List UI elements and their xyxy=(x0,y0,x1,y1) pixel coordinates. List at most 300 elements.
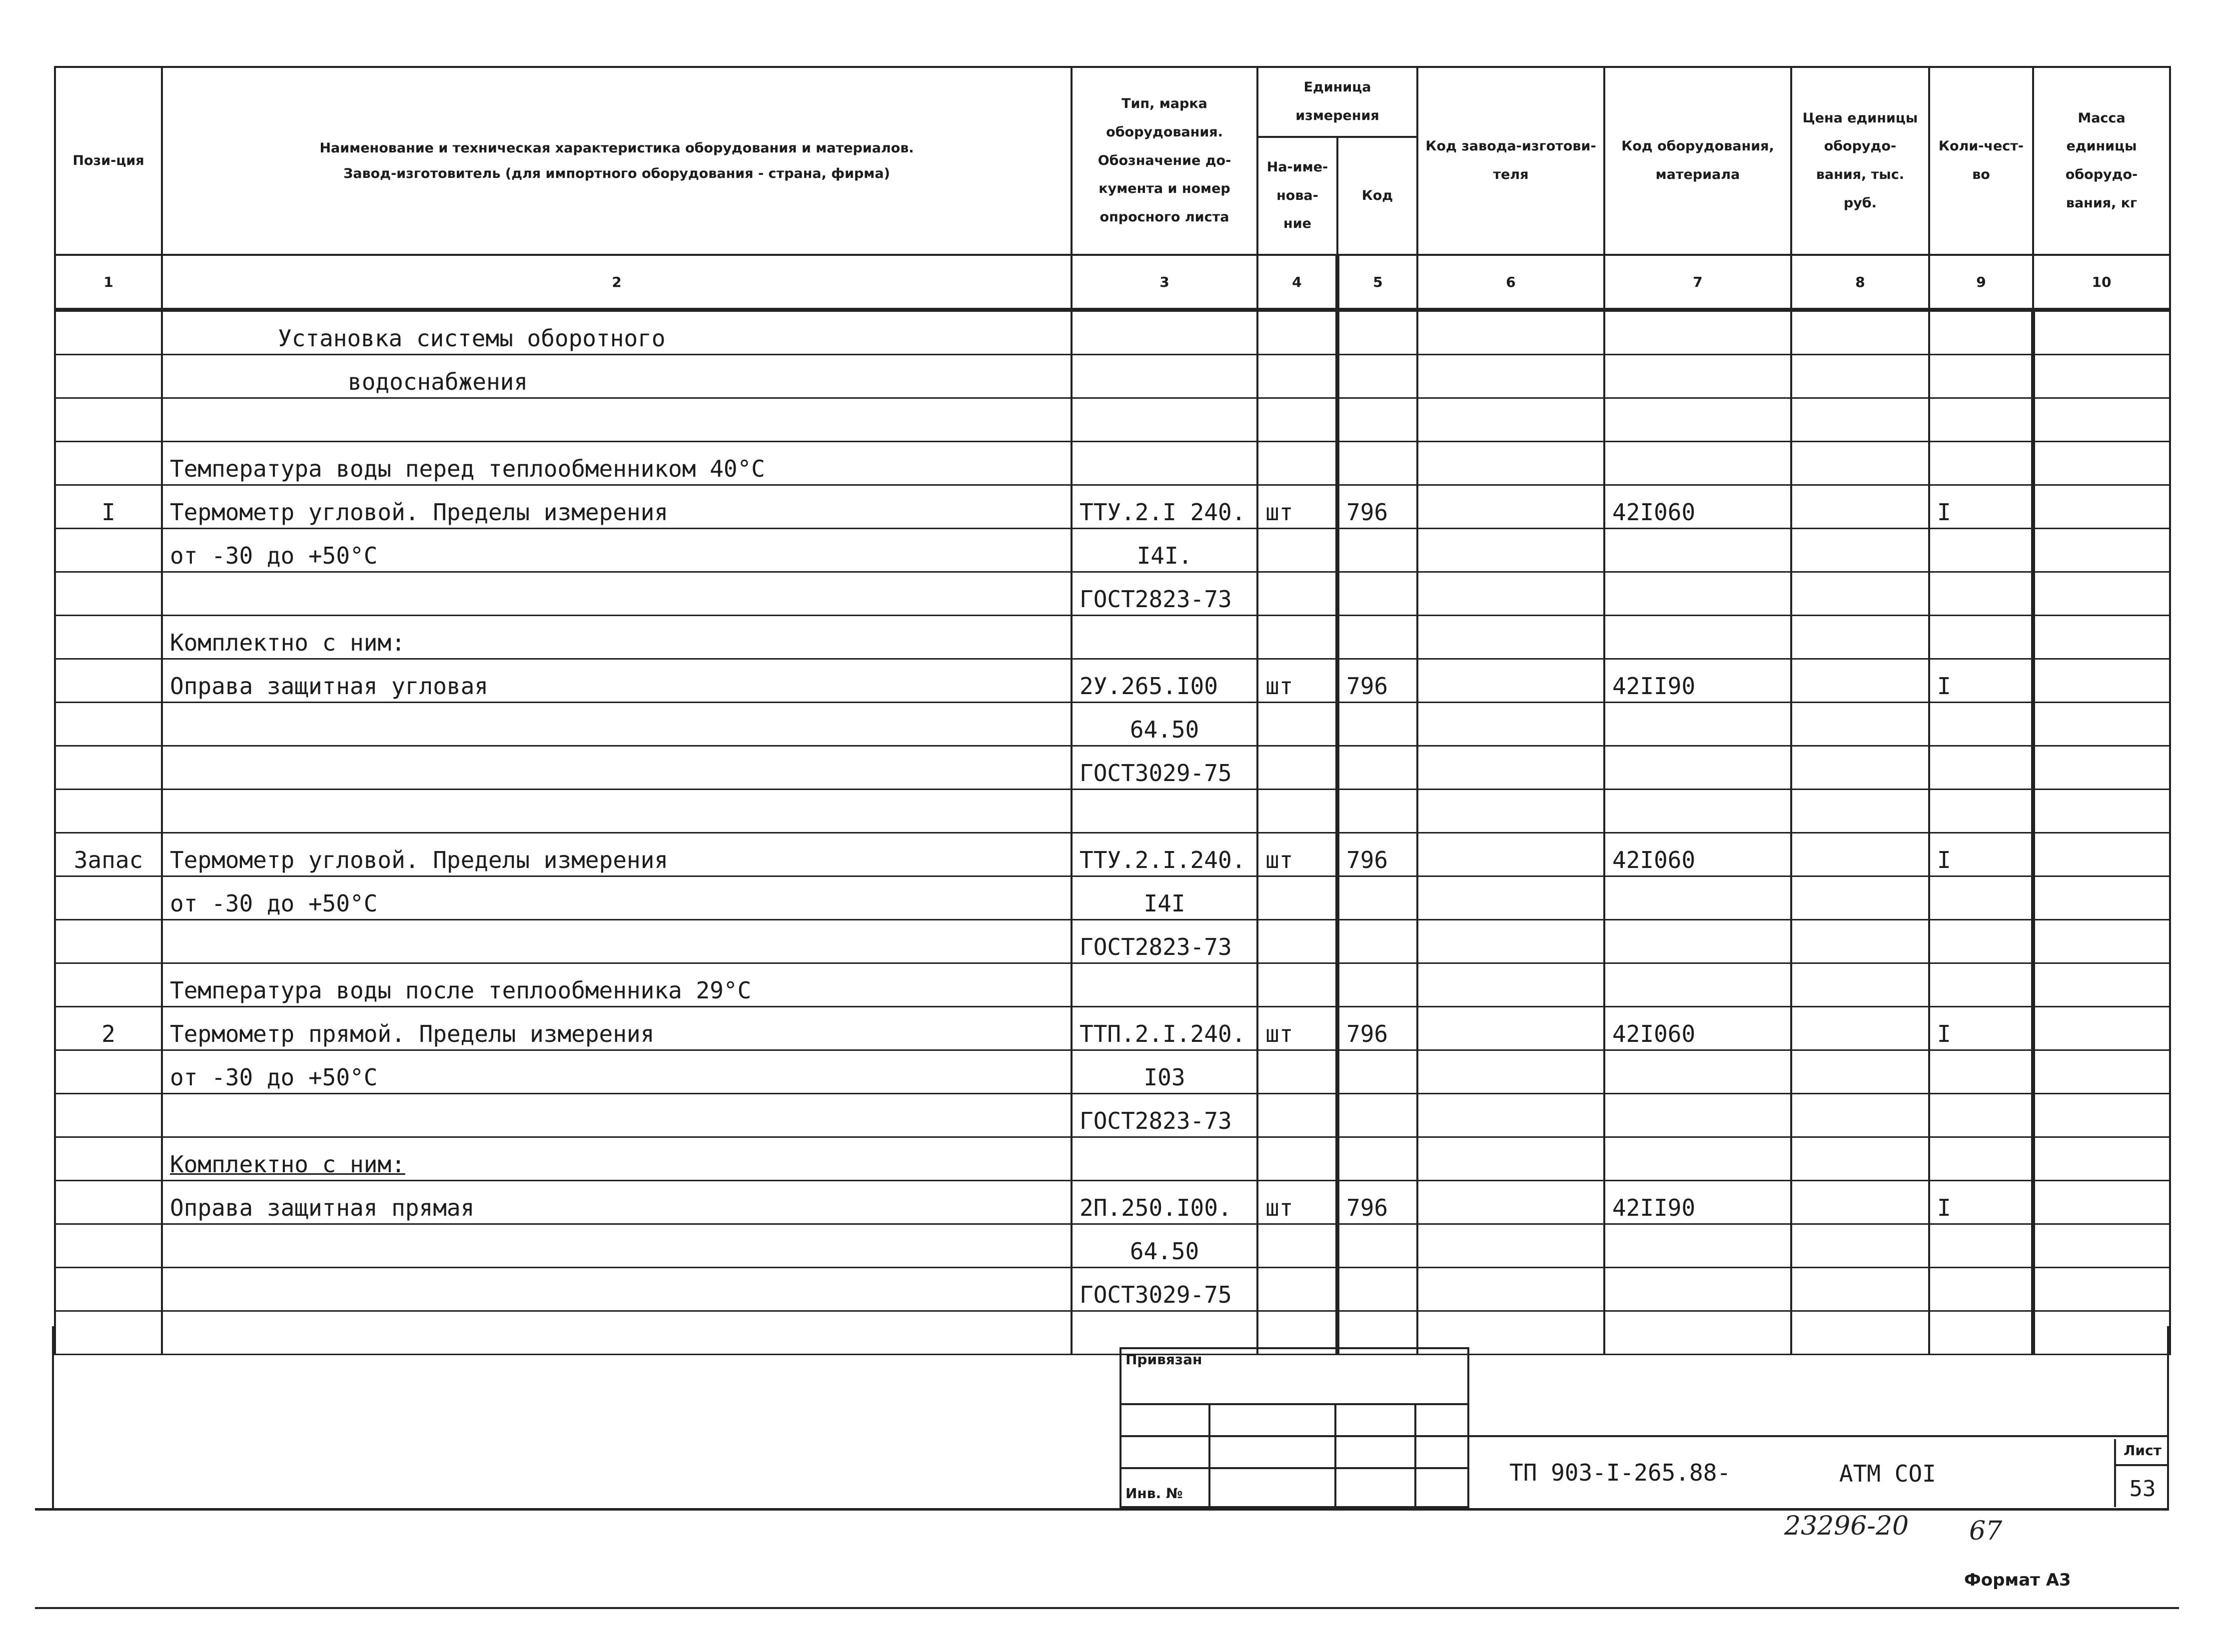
column-number-row xyxy=(55,255,2170,310)
position-cell xyxy=(55,1137,162,1181)
mass-cell xyxy=(2033,790,2170,833)
col-number: 2 xyxy=(162,255,1072,310)
unit-code-cell: 796 xyxy=(1337,659,1417,703)
name-cell: от -30 до +50°С xyxy=(162,529,1072,572)
equipment-code-cell: 42I060 xyxy=(1604,1007,1791,1050)
unit-code-cell xyxy=(1337,310,1417,355)
quantity-cell xyxy=(1929,529,2033,572)
frame-left-line xyxy=(52,1326,54,1509)
mass-cell xyxy=(2033,1094,2170,1137)
price-cell xyxy=(1791,310,1929,355)
quantity-cell: I xyxy=(1929,1007,2033,1050)
equipment-code-cell xyxy=(1604,703,1791,746)
type-cell: ГОСТ2823-73 xyxy=(1072,920,1257,963)
name-cell xyxy=(162,1094,1072,1137)
name-cell: Термометр угловой. Пределы измерения xyxy=(162,485,1072,529)
plant-code-cell xyxy=(1417,1137,1604,1181)
quantity-cell xyxy=(1929,442,2033,485)
table-row xyxy=(55,703,2170,746)
plant-code-cell xyxy=(1417,310,1604,355)
type-cell: ГОСТ3029-75 xyxy=(1072,746,1257,790)
unit-code-cell: 796 xyxy=(1337,485,1417,529)
header-name-line2: Завод-изготовитель (для импортного оборудования - страна, фирма) xyxy=(343,166,890,181)
price-cell xyxy=(1791,485,1929,529)
equipment-code-cell xyxy=(1604,529,1791,572)
equipment-code-cell xyxy=(1604,1050,1791,1094)
price-cell xyxy=(1791,920,1929,963)
quantity-cell xyxy=(1929,572,2033,616)
equipment-code-cell xyxy=(1604,1268,1791,1311)
table-row xyxy=(55,1224,2170,1268)
type-cell xyxy=(1072,398,1257,442)
header-equipment-code: Код оборудования, материала xyxy=(1604,67,1791,255)
table-row xyxy=(55,310,2170,355)
sheet-number-box xyxy=(2114,1439,2169,1507)
equipment-code-cell xyxy=(1604,876,1791,920)
equipment-code-cell xyxy=(1604,1311,1791,1355)
price-cell xyxy=(1791,1224,1929,1268)
type-cell: 64.50 xyxy=(1072,703,1257,746)
price-cell xyxy=(1791,746,1929,790)
mass-cell xyxy=(2033,572,2170,616)
equipment-code-cell: 42I060 xyxy=(1604,485,1791,529)
mass-cell xyxy=(2033,833,2170,876)
price-cell xyxy=(1791,1311,1929,1355)
equipment-code-cell: 42I060 xyxy=(1604,833,1791,876)
price-cell xyxy=(1791,790,1929,833)
plant-code-cell xyxy=(1417,1268,1604,1311)
name-cell: от -30 до +50°С xyxy=(162,1050,1072,1094)
quantity-cell xyxy=(1929,616,2033,659)
position-cell xyxy=(55,398,162,442)
unit-cell xyxy=(1257,398,1337,442)
name-cell xyxy=(162,790,1072,833)
table-row xyxy=(55,963,2170,1007)
unit-code-cell xyxy=(1337,616,1417,659)
unit-cell xyxy=(1257,442,1337,485)
plant-code-cell xyxy=(1417,529,1604,572)
mass-cell xyxy=(2033,398,2170,442)
mass-cell xyxy=(2033,1137,2170,1181)
col-number: 1 xyxy=(55,255,162,310)
mass-cell xyxy=(2033,963,2170,1007)
quantity-cell xyxy=(1929,355,2033,398)
quantity-cell xyxy=(1929,310,2033,355)
unit-code-cell xyxy=(1337,920,1417,963)
unit-code-cell xyxy=(1337,703,1417,746)
type-cell xyxy=(1072,616,1257,659)
table-row xyxy=(55,833,2170,876)
plant-code-cell xyxy=(1417,572,1604,616)
unit-code-cell xyxy=(1337,1094,1417,1137)
table-row xyxy=(55,442,2170,485)
position-cell xyxy=(55,1224,162,1268)
price-cell xyxy=(1791,529,1929,572)
sheet-number: 53 xyxy=(2129,1476,2156,1502)
price-cell xyxy=(1791,876,1929,920)
mass-cell xyxy=(2033,1181,2170,1224)
plant-code-cell xyxy=(1417,616,1604,659)
unit-code-cell xyxy=(1337,572,1417,616)
unit-cell xyxy=(1257,790,1337,833)
mass-cell xyxy=(2033,310,2170,355)
unit-code-cell xyxy=(1337,355,1417,398)
document-mark: АТМ СОI xyxy=(1839,1460,1936,1487)
plant-code-cell xyxy=(1417,398,1604,442)
quantity-cell xyxy=(1929,398,2033,442)
name-cell: Температура воды после теплообменника 29°С xyxy=(162,963,1072,1007)
table-row xyxy=(55,572,2170,616)
name-cell xyxy=(162,746,1072,790)
equipment-code-cell xyxy=(1604,442,1791,485)
mass-cell xyxy=(2033,1311,2170,1355)
unit-code-cell xyxy=(1337,1050,1417,1094)
position-cell xyxy=(55,1094,162,1137)
position-cell xyxy=(55,920,162,963)
equipment-code-cell: 42II90 xyxy=(1604,659,1791,703)
unit-code-cell xyxy=(1337,790,1417,833)
unit-code-cell xyxy=(1337,746,1417,790)
col-number: 10 xyxy=(2033,255,2170,310)
mass-cell xyxy=(2033,442,2170,485)
header-name-line1: Наименование и техническая характеристика оборудования и материалов. xyxy=(319,140,914,156)
quantity-cell xyxy=(1929,963,2033,1007)
type-cell: 2П.250.I00. xyxy=(1072,1181,1257,1224)
col-number: 4 xyxy=(1257,255,1337,310)
unit-code-cell xyxy=(1337,1268,1417,1311)
plant-code-cell xyxy=(1417,1007,1604,1050)
price-cell xyxy=(1791,659,1929,703)
unit-code-cell xyxy=(1337,442,1417,485)
quantity-cell: I xyxy=(1929,659,2033,703)
table-row xyxy=(55,1181,2170,1224)
col-number: 9 xyxy=(1929,255,2033,310)
unit-code-cell xyxy=(1337,876,1417,920)
price-cell xyxy=(1791,1007,1929,1050)
inventory-number-label: Инв. № xyxy=(1125,1485,1183,1502)
position-cell xyxy=(55,876,162,920)
header-unit-name: На-име-нова-ние xyxy=(1257,137,1337,255)
document-code: ТП 903-I-265.88- xyxy=(1509,1459,1731,1486)
price-cell xyxy=(1791,1050,1929,1094)
plant-code-cell xyxy=(1417,833,1604,876)
col-number: 7 xyxy=(1604,255,1791,310)
plant-code-cell xyxy=(1417,746,1604,790)
table-row xyxy=(55,355,2170,398)
equipment-code-cell xyxy=(1604,790,1791,833)
sheet-label: Лист xyxy=(2124,1442,2162,1459)
type-cell xyxy=(1072,442,1257,485)
table-row xyxy=(55,1137,2170,1181)
table-row xyxy=(55,876,2170,920)
price-cell xyxy=(1791,1094,1929,1137)
mass-cell xyxy=(2033,876,2170,920)
type-cell xyxy=(1072,1137,1257,1181)
type-cell: ТТП.2.I.240. xyxy=(1072,1007,1257,1050)
position-cell xyxy=(55,703,162,746)
title-block xyxy=(1469,1435,2169,1509)
price-cell xyxy=(1791,398,1929,442)
equipment-code-cell xyxy=(1604,355,1791,398)
mass-cell xyxy=(2033,746,2170,790)
unit-cell xyxy=(1257,616,1337,659)
unit-cell xyxy=(1257,703,1337,746)
col-number: 3 xyxy=(1072,255,1257,310)
type-cell: 2У.265.I00 xyxy=(1072,659,1257,703)
quantity-cell xyxy=(1929,1137,2033,1181)
plant-code-cell xyxy=(1417,1181,1604,1224)
equipment-code-cell xyxy=(1604,310,1791,355)
unit-cell: шт xyxy=(1257,833,1337,876)
name-cell: Оправа защитная прямая xyxy=(162,1181,1072,1224)
equipment-spec-table xyxy=(54,66,2171,1355)
mass-cell xyxy=(2033,1050,2170,1094)
price-cell xyxy=(1791,1137,1929,1181)
name-cell: Комплектно с ним: xyxy=(162,616,1072,659)
handwritten-number: 23296-20 xyxy=(1784,1511,1909,1541)
type-cell: I4I xyxy=(1072,876,1257,920)
equipment-code-cell xyxy=(1604,398,1791,442)
unit-cell xyxy=(1257,310,1337,355)
name-cell: Комплектно с ним: xyxy=(162,1137,1072,1181)
mass-cell xyxy=(2033,920,2170,963)
plant-code-cell xyxy=(1417,659,1604,703)
position-cell xyxy=(55,790,162,833)
position-cell xyxy=(55,442,162,485)
handwritten-page: 67 xyxy=(1969,1516,2003,1546)
type-cell xyxy=(1072,790,1257,833)
mass-cell xyxy=(2033,1224,2170,1268)
quantity-cell xyxy=(1929,746,2033,790)
mass-cell xyxy=(2033,1007,2170,1050)
unit-cell xyxy=(1257,1050,1337,1094)
position-cell xyxy=(55,616,162,659)
mass-cell xyxy=(2033,485,2170,529)
type-cell: ТТУ.2.I 240. xyxy=(1072,485,1257,529)
type-cell xyxy=(1072,963,1257,1007)
plant-code-cell xyxy=(1417,876,1604,920)
unit-cell: шт xyxy=(1257,659,1337,703)
plant-code-cell xyxy=(1417,1050,1604,1094)
equipment-code-cell xyxy=(1604,963,1791,1007)
name-cell: Термометр прямой. Пределы измерения xyxy=(162,1007,1072,1050)
position-cell: 2 xyxy=(55,1007,162,1050)
unit-cell xyxy=(1257,1268,1337,1311)
unit-cell: шт xyxy=(1257,1181,1337,1224)
unit-code-cell xyxy=(1337,398,1417,442)
price-cell xyxy=(1791,572,1929,616)
type-cell: ГОСТ2823-73 xyxy=(1072,572,1257,616)
plant-code-cell xyxy=(1417,963,1604,1007)
name-cell xyxy=(162,572,1072,616)
mass-cell xyxy=(2033,1268,2170,1311)
name-cell: Термометр угловой. Пределы измерения xyxy=(162,833,1072,876)
name-cell: водоснабжения xyxy=(162,355,1072,398)
unit-code-cell xyxy=(1337,963,1417,1007)
col-number: 6 xyxy=(1417,255,1604,310)
quantity-cell: I xyxy=(1929,1181,2033,1224)
name-cell xyxy=(162,1224,1072,1268)
name-cell: Установка системы оборотного xyxy=(162,310,1072,355)
quantity-cell xyxy=(1929,1050,2033,1094)
table-row xyxy=(55,529,2170,572)
price-cell xyxy=(1791,833,1929,876)
position-cell xyxy=(55,1050,162,1094)
type-cell: I03 xyxy=(1072,1050,1257,1094)
header-mass: Масса единицы оборудо-вания, кг xyxy=(2033,67,2170,255)
plant-code-cell xyxy=(1417,790,1604,833)
table-row xyxy=(55,746,2170,790)
name-cell xyxy=(162,920,1072,963)
equipment-code-cell xyxy=(1604,920,1791,963)
type-cell: I4I. xyxy=(1072,529,1257,572)
equipment-code-cell: 42II90 xyxy=(1604,1181,1791,1224)
table-row xyxy=(55,659,2170,703)
type-cell xyxy=(1072,355,1257,398)
binding-stamp xyxy=(1119,1347,1469,1507)
position-cell xyxy=(55,659,162,703)
equipment-code-cell xyxy=(1604,1224,1791,1268)
bound-label: Привязан xyxy=(1125,1351,1202,1368)
header-quantity: Коли-чест-во xyxy=(1929,67,2033,255)
unit-cell xyxy=(1257,1094,1337,1137)
quantity-cell xyxy=(1929,1094,2033,1137)
col-number: 8 xyxy=(1791,255,1929,310)
table-row xyxy=(55,485,2170,529)
unit-cell xyxy=(1257,1224,1337,1268)
type-cell: ГОСТ2823-73 xyxy=(1072,1094,1257,1137)
plant-code-cell xyxy=(1417,1224,1604,1268)
name-cell xyxy=(162,1311,1072,1355)
equipment-code-cell xyxy=(1604,1137,1791,1181)
equipment-code-cell xyxy=(1604,746,1791,790)
table-row xyxy=(55,1050,2170,1094)
table-row xyxy=(55,920,2170,963)
table-row xyxy=(55,790,2170,833)
unit-code-cell: 796 xyxy=(1337,1181,1417,1224)
plant-code-cell xyxy=(1417,485,1604,529)
header-price: Цена единицы оборудо-вания, тыс. руб. xyxy=(1791,67,1929,255)
table-row xyxy=(55,1311,2170,1355)
name-cell xyxy=(162,703,1072,746)
header-position: Пози-ция xyxy=(55,67,162,255)
plant-code-cell xyxy=(1417,703,1604,746)
mass-cell xyxy=(2033,703,2170,746)
quantity-cell xyxy=(1929,876,2033,920)
quantity-cell xyxy=(1929,1268,2033,1311)
price-cell xyxy=(1791,703,1929,746)
type-cell: 64.50 xyxy=(1072,1224,1257,1268)
position-cell xyxy=(55,1311,162,1355)
header-plant-code: Код завода-изготови-теля xyxy=(1417,67,1604,255)
unit-cell xyxy=(1257,572,1337,616)
table-row xyxy=(55,1094,2170,1137)
price-cell xyxy=(1791,1268,1929,1311)
type-cell: ГОСТ3029-75 xyxy=(1072,1268,1257,1311)
plant-code-cell xyxy=(1417,920,1604,963)
position-cell xyxy=(55,746,162,790)
position-cell xyxy=(55,355,162,398)
type-cell xyxy=(1072,310,1257,355)
format-label: Формат А3 xyxy=(1964,1570,2071,1590)
price-cell xyxy=(1791,963,1929,1007)
name-cell xyxy=(162,398,1072,442)
mass-cell xyxy=(2033,529,2170,572)
quantity-cell xyxy=(1929,1311,2033,1355)
header-name xyxy=(162,67,1072,255)
plant-code-cell xyxy=(1417,442,1604,485)
mass-cell xyxy=(2033,355,2170,398)
unit-cell xyxy=(1257,746,1337,790)
unit-cell xyxy=(1257,529,1337,572)
plant-code-cell xyxy=(1417,355,1604,398)
unit-cell xyxy=(1257,355,1337,398)
unit-code-cell: 796 xyxy=(1337,833,1417,876)
unit-code-cell: 796 xyxy=(1337,1007,1417,1050)
position-cell xyxy=(55,1268,162,1311)
table-row xyxy=(55,616,2170,659)
quantity-cell xyxy=(1929,1224,2033,1268)
position-cell xyxy=(55,1181,162,1224)
header-unit-code: Код xyxy=(1337,137,1417,255)
page-bottom-line xyxy=(35,1607,2179,1609)
unit-cell xyxy=(1257,1137,1337,1181)
unit-cell: шт xyxy=(1257,485,1337,529)
table-row xyxy=(55,1007,2170,1050)
mass-cell xyxy=(2033,616,2170,659)
name-cell: Температура воды перед теплообменником 40°С xyxy=(162,442,1072,485)
mass-cell xyxy=(2033,659,2170,703)
plant-code-cell xyxy=(1417,1094,1604,1137)
header-row xyxy=(55,67,2170,137)
table-row xyxy=(55,398,2170,442)
equipment-code-cell xyxy=(1604,1094,1791,1137)
quantity-cell xyxy=(1929,920,2033,963)
price-cell xyxy=(1791,442,1929,485)
position-cell xyxy=(55,572,162,616)
quantity-cell: I xyxy=(1929,485,2033,529)
unit-cell xyxy=(1257,963,1337,1007)
quantity-cell xyxy=(1929,790,2033,833)
col-number: 5 xyxy=(1337,255,1417,310)
table-row xyxy=(55,1268,2170,1311)
header-type: Тип, марка оборудования. Обозначение до-кумента и номер опросного листа xyxy=(1072,67,1257,255)
equipment-code-cell xyxy=(1604,616,1791,659)
equipment-code-cell xyxy=(1604,572,1791,616)
name-cell: от -30 до +50°С xyxy=(162,876,1072,920)
position-cell: Запас xyxy=(55,833,162,876)
position-cell xyxy=(55,963,162,1007)
price-cell xyxy=(1791,355,1929,398)
quantity-cell xyxy=(1929,703,2033,746)
name-cell: Оправа защитная угловая xyxy=(162,659,1072,703)
type-cell: ТТУ.2.I.240. xyxy=(1072,833,1257,876)
price-cell xyxy=(1791,616,1929,659)
unit-cell xyxy=(1257,876,1337,920)
unit-cell xyxy=(1257,920,1337,963)
position-cell: I xyxy=(55,485,162,529)
name-cell xyxy=(162,1268,1072,1311)
quantity-cell: I xyxy=(1929,833,2033,876)
position-cell xyxy=(55,529,162,572)
unit-code-cell xyxy=(1337,1224,1417,1268)
position-cell xyxy=(55,310,162,355)
unit-cell: шт xyxy=(1257,1007,1337,1050)
header-unit: Единица измерения xyxy=(1257,67,1417,137)
unit-code-cell xyxy=(1337,1137,1417,1181)
price-cell xyxy=(1791,1181,1929,1224)
unit-code-cell xyxy=(1337,529,1417,572)
